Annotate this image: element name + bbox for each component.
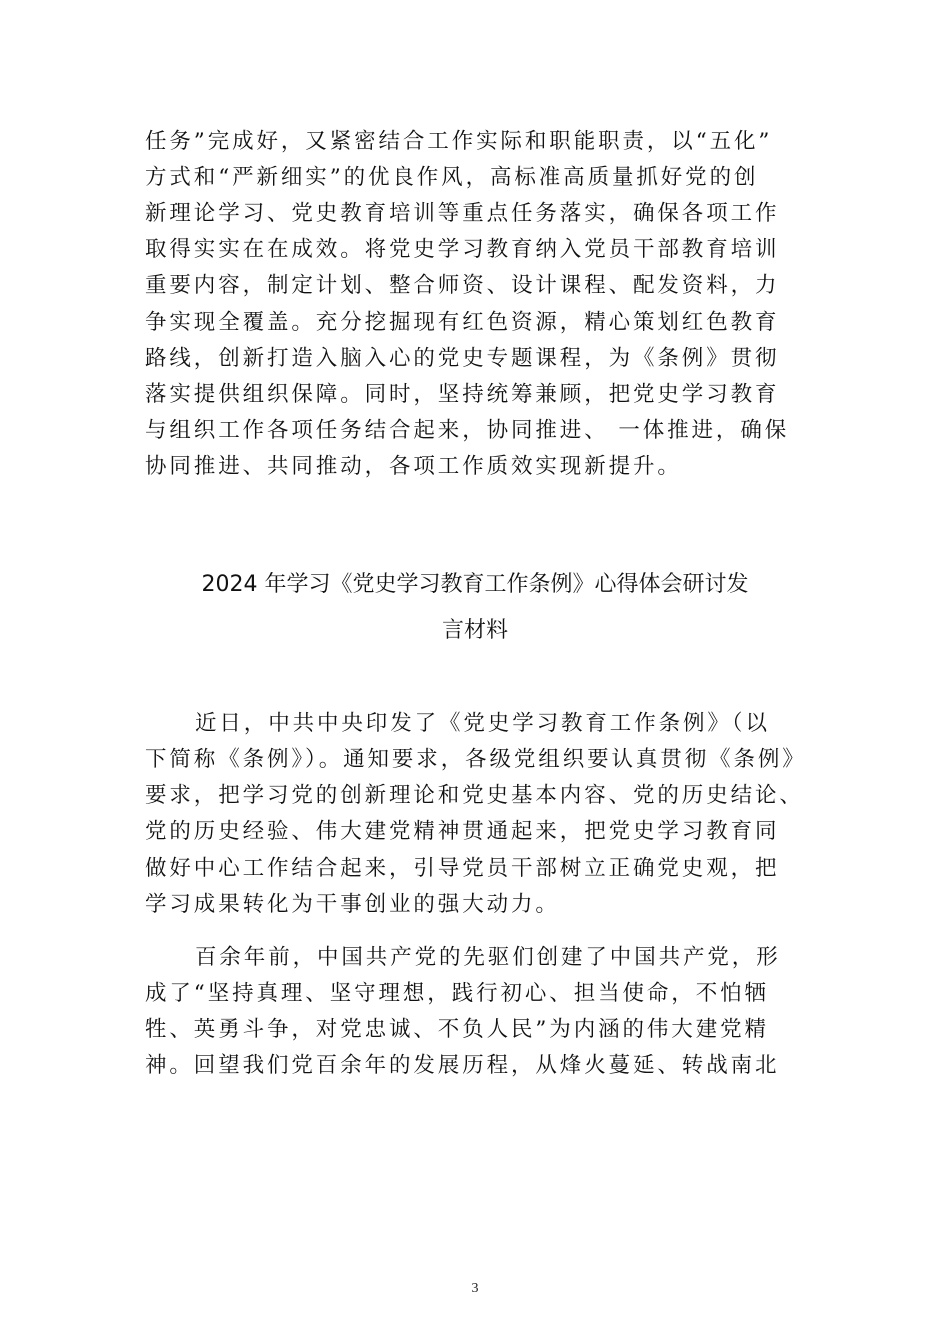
text-line: 协同推进、共同推动，各项工作质效实现新提升。 [145,454,682,479]
text-line: 百余年前，中国共产党的先驱们创建了中国共产党，形 [195,945,781,970]
page-number: 3 [471,1281,479,1296]
text-line: 学习成果转化为干事创业的强大动力。 [145,892,560,917]
text-line: 方式和“严新细实”的优良作风，高标准高质量抓好党的创 [145,165,759,190]
text-line: 与组织工作各项任务结合起来，协同推进、 一体推进，确保 [145,418,790,443]
text-line: 神。回望我们党百余年的发展历程，从烽火蔓延、转战南北 [145,1053,780,1078]
text-line: 任务”完成好，又紧密结合工作实际和职能职责，以“五化” [145,129,773,154]
text-line: 落实提供组织保障。同时，坚持统筹兼顾，把党史学习教育 [145,382,780,407]
text-line: 取得实实在在成效。将党史学习教育纳入党员干部教育培训 [145,237,780,262]
text-line: 近日，中共中央印发了《党史学习教育工作条例》（以 [195,711,770,736]
text-line: 争实现全覆盖。充分挖掘现有红色资源，精心策划红色教育 [145,310,780,335]
title-line-2: 言材料 [441,618,508,643]
text-line: 重要内容，制定计划、整合师资、设计课程、配发资料，力 [145,273,780,298]
text-line: 路线，创新打造入脑入心的党史专题课程，为《条例》贯彻 [145,346,780,371]
text-line: 下简称《条例》）。通知要求，各级党组织要认真贯彻《条例》 [145,747,807,772]
text-line: 新理论学习、党史教育培训等重点任务落实，确保各项工作 [145,201,780,226]
text-line: 成了“坚持真理、坚守理想，践行初心、担当使命，不怕牺 [145,981,769,1006]
title-line-1: 2024 年学习《党史学习教育工作条例》心得体会研讨发 [201,572,749,597]
text-line: 党的历史经验、伟大建党精神贯通起来，把党史学习教育同 [145,819,780,844]
text-line: 牲、英勇斗争，对党忠诚、不负人民”为内涵的伟大建党精 [145,1017,769,1042]
text-line: 要求，把学习党的创新理论和党史基本内容、党的历史结论、 [145,783,804,808]
text-line: 做好中心工作结合起来，引导党员干部树立正确党史观，把 [145,856,780,881]
